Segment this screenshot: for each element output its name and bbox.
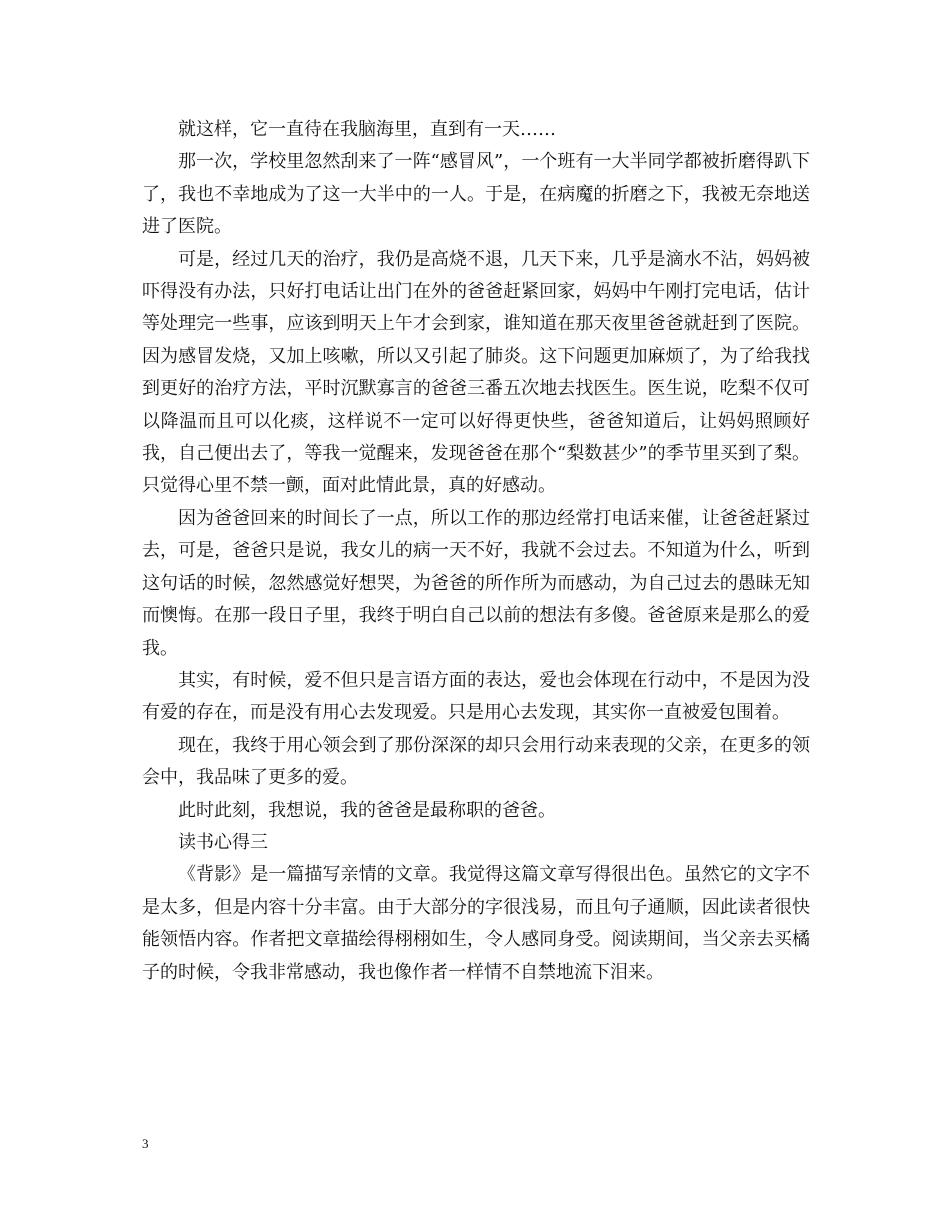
paragraph: 那一次，学校里忽然刮来了一阵“感冒风”，一个班有一大半同学都被折磨得趴下了，我也不幸地成为了这一大半中的一人。于是，在病魔的折磨之下，我被无奈地送进了医院。 [142,151,810,238]
document-body [142,114,810,989]
paragraph: 可是，经过几天的治疗，我仍是高烧不退，几天下来，几乎是滴水不沾，妈妈被吓得没有办法，只好打电话让出门在外的爸爸赶紧回家，妈妈中午刚打完电话，估计等处理完一些事，应该到明天上午才会到家，谁知道在那天夜里爸爸就赶到了医院。因为感冒发烧，又加上咳嗽，所以又引起了肺炎。这下问题更加麻烦了，为了给我找到更好的治疗方法，平时沉默寡言的爸爸三番五次地去找医生。医生说，吃梨不仅可以降温而且可以化痰，这样说不一定可以好得更快些，爸爸知道后，让妈妈照顾好我，自己便出去了，等我一觉醒来，发现爸爸在那个“梨数甚少”的季节里买到了梨。只觉得心里不禁一颤，面对此情此景，真的好感动。 [142,248,810,497]
paragraph: 其实，有时候，爱不但只是言语方面的表达，爱也会体现在行动中，不是因为没有爱的存在，而是没有用心去发现爱。只是用心去发现，其实你一直被爱包围着。 [142,669,810,724]
paragraph: 此时此刻，我想说，我的爸爸是最称职的爸爸。 [178,799,556,821]
section-heading: 读书心得三 [178,831,268,853]
paragraph: 现在，我终于用心领会到了那份深深的却只会用行动来表现的父亲，在更多的领会中，我品味了更多的爱。 [142,734,810,789]
paragraph: 因为爸爸回来的时间长了一点，所以工作的那边经常打电话来催，让爸爸赶紧过去，可是，爸爸只是说，我女儿的病一天不好，我就不会过去。不知道为什么，听到这句话的时候，忽然感觉好想哭，为爸爸的所作所为而感动，为自己过去的愚昧无知而懊悔。在那一段日子里，我终于明白自己以前的想法有多傻。爸爸原来是那么的爱我。 [142,507,810,659]
paragraph: 就这样，它一直待在我脑海里，直到有一天…… [178,119,556,140]
paragraph: 《背影》是一篇描写亲情的文章。我觉得这篇文章写得很出色。虽然它的文字不是太多，但是内容十分丰富。由于大部分的字很浅易，而且句子通顺，因此读者很快能领悟内容。作者把文章描绘得栩栩如生，令人感同身受。阅读期间，当父亲去买橘子的时候，令我非常感动，我也像作者一样情不自禁地流下泪来。 [142,864,810,983]
page-number: 3 [142,1136,149,1151]
